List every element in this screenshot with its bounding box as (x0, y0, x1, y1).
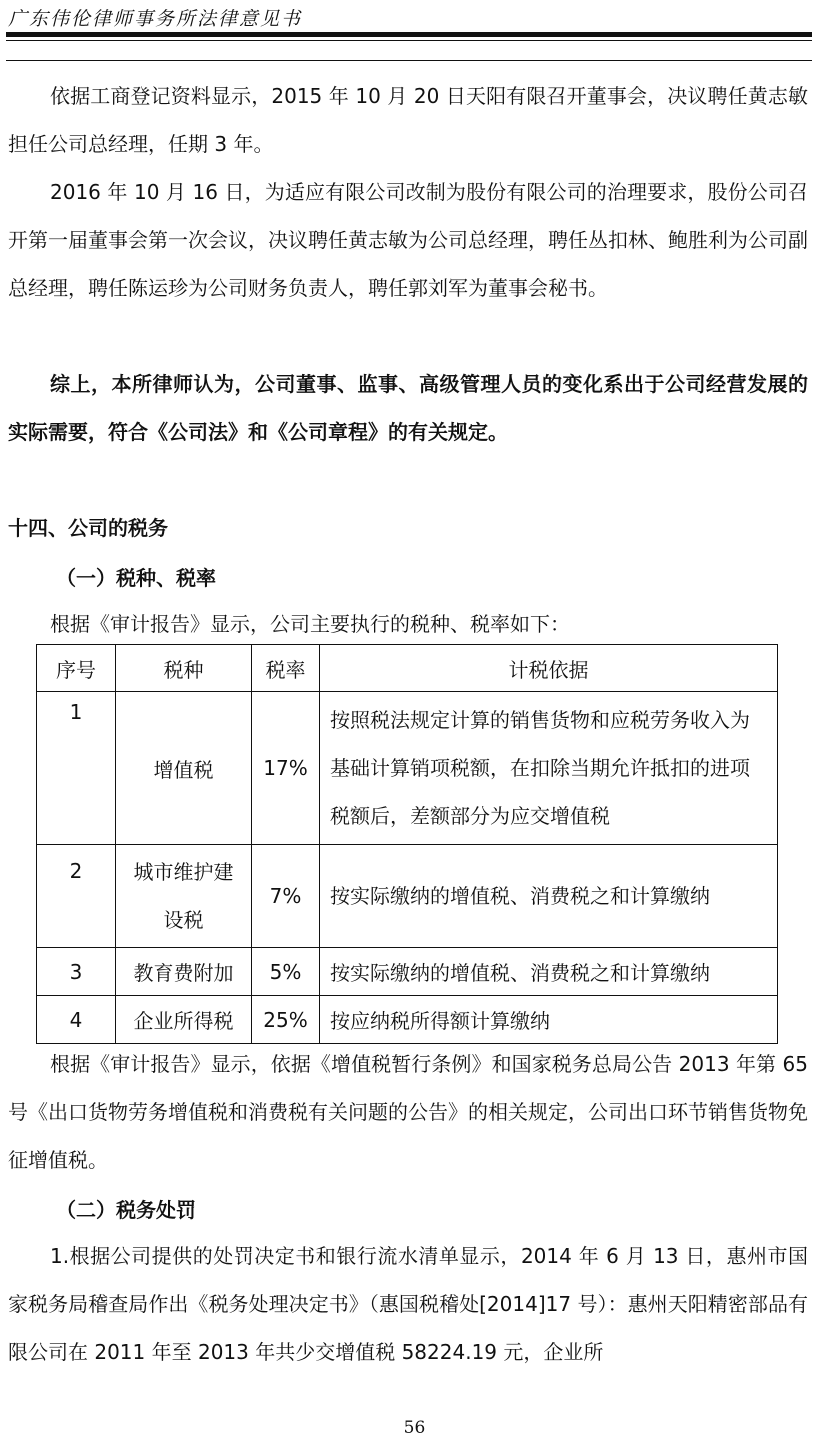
row-no: 1 (37, 692, 116, 845)
row-rate: 7% (252, 845, 320, 948)
row-type: 增值税 (116, 692, 252, 845)
row-type: 城市维护建设税 (116, 845, 252, 948)
section-heading-tax: 十四、公司的税务 (8, 516, 168, 540)
subheading-tax-penalty: （二）税务处罚 (56, 1198, 196, 1222)
tax-rate-table (36, 644, 778, 1044)
page-number: 56 (403, 1418, 426, 1438)
paragraph-board-appointment-2016: 2016 年 10 月 16 日，为适应有限公司改制为股份有限公司的治理要求，股份公司召开第一届董事会第一次会议，决议聘任黄志敏为公司总经理，聘任丛扣林、鲍胜利为公司副总经理，聘任陈运珍为公司财务负责人，聘任郭刘军为董事会秘书。 (8, 180, 808, 300)
paragraph-export-exemption: 根据《审计报告》显示，依据《增值税暂行条例》和国家税务总局公告 2013 年第 65 号《出口货物劳务增值税和消费税有关问题的公告》的相关规定，公司出口环节销售货物免征增值税。 (8, 1052, 808, 1172)
table-row (37, 845, 778, 948)
row-type: 企业所得税 (116, 996, 252, 1044)
row-no: 3 (37, 948, 116, 996)
header-rule-thick (6, 32, 812, 37)
table-header-basis: 计税依据 (320, 645, 778, 692)
row-no: 2 (37, 845, 116, 948)
row-rate: 5% (252, 948, 320, 996)
row-type: 教育费附加 (116, 948, 252, 996)
row-rate: 17% (252, 692, 320, 845)
paragraph-penalty-decision: 1.根据公司提供的处罚决定书和银行流水清单显示，2014 年 6 月 13 日，惠州市国家税务局稽查局作出《税务处理决定书》（惠国税稽处[2014]17 号）：惠州天阳精密部品有限公司在 2011 年至 2013 年共少交增值税 58224.19 元，企业所 (8, 1244, 808, 1364)
table-header-rate: 税率 (252, 645, 320, 692)
row-basis: 按照税法规定计算的销售货物和应税劳务收入为基础计算销项税额，在扣除当期允许抵扣的进项税额后，差额部分为应交增值税 (320, 692, 778, 845)
row-basis: 按实际缴纳的增值税、消费税之和计算缴纳 (320, 845, 778, 948)
table-row (37, 948, 778, 996)
table-row (37, 692, 778, 845)
subheading-tax-types: （一）税种、税率 (56, 566, 216, 590)
row-basis: 按实际缴纳的增值税、消费税之和计算缴纳 (320, 948, 778, 996)
row-rate: 25% (252, 996, 320, 1044)
header-rule-bottom (6, 60, 812, 61)
table-header-type: 税种 (116, 645, 252, 692)
row-basis: 按应纳税所得额计算缴纳 (320, 996, 778, 1044)
paragraph-conclusion: 综上，本所律师认为，公司董事、监事、高级管理人员的变化系出于公司经营发展的实际需要，符合《公司法》和《公司章程》的有关规定。 (8, 372, 808, 444)
table-row (37, 996, 778, 1044)
header-rule-thin (6, 40, 812, 41)
table-header-row (37, 645, 778, 692)
document-header-title: 广东伟伦律师事务所法律意见书 (8, 8, 303, 30)
paragraph-board-appointment-2015: 依据工商登记资料显示，2015 年 10 月 20 日天阳有限召开董事会，决议聘任黄志敏担任公司总经理，任期 3 年。 (8, 84, 808, 156)
paragraph-tax-intro: 根据《审计报告》显示，公司主要执行的税种、税率如下： (50, 612, 570, 636)
row-no: 4 (37, 996, 116, 1044)
table-header-no: 序号 (37, 645, 116, 692)
